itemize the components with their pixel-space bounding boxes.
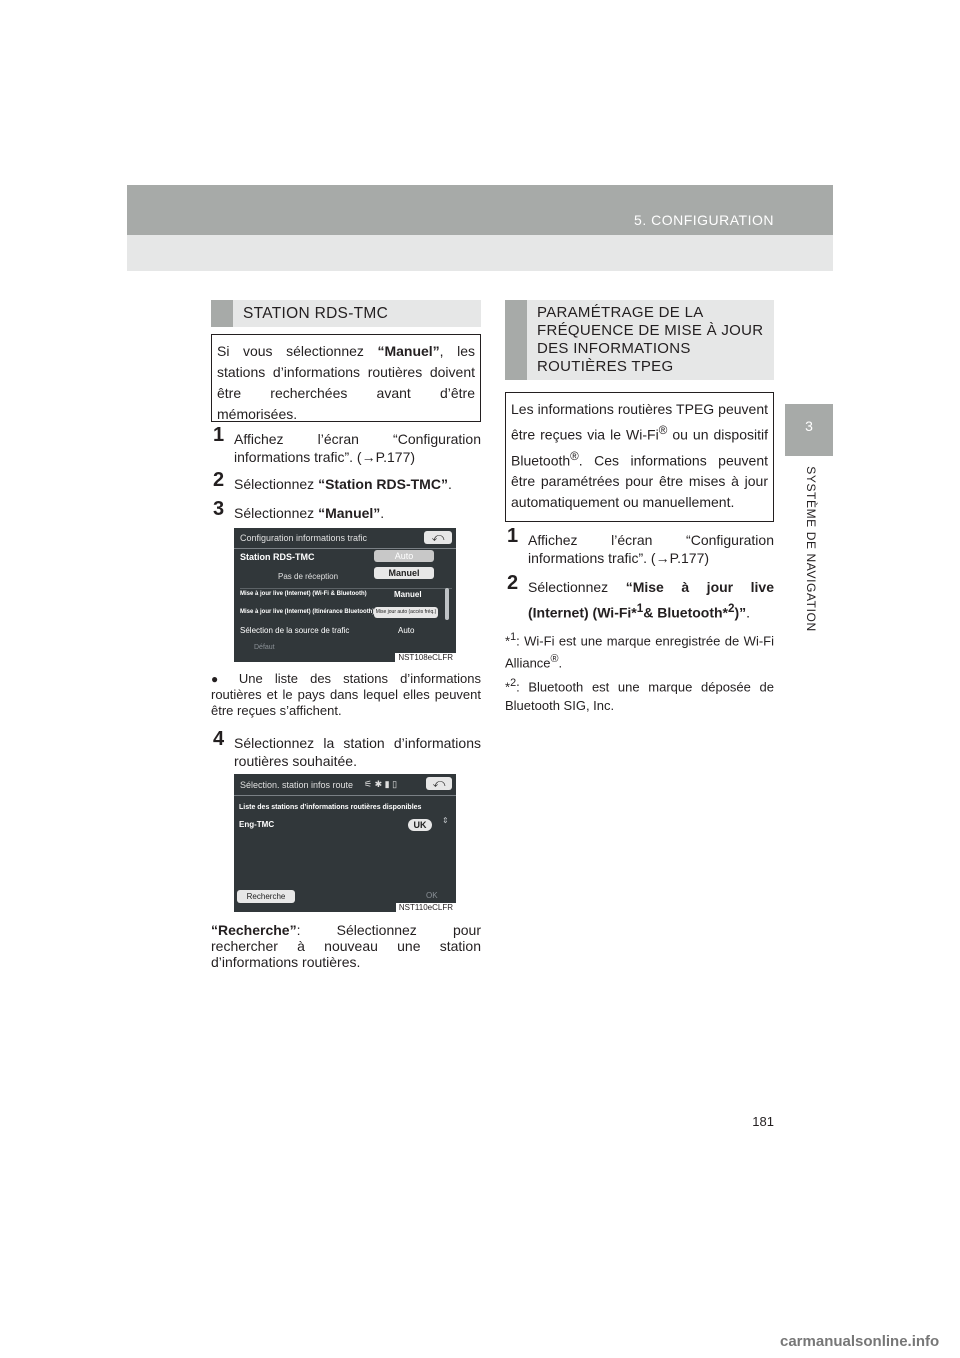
step-post: . bbox=[746, 604, 751, 621]
header-subband bbox=[127, 235, 833, 271]
step-post: . bbox=[380, 505, 385, 521]
screen-title: Sélection. station infos route bbox=[240, 780, 354, 790]
step-2-right bbox=[507, 572, 774, 622]
heading-line: DES INFORMATIONS bbox=[537, 340, 691, 357]
info-box-rds bbox=[211, 334, 481, 422]
station-item[interactable]: Eng-TMC bbox=[239, 820, 275, 829]
step-bold: “Manuel” bbox=[318, 505, 381, 521]
box-text: . Ces informations peuvent être paramétrées pour être mises à jour automatiquement ou manuellement. bbox=[511, 452, 768, 511]
section-title: 5. CONFIGURATION bbox=[634, 212, 774, 228]
info-box-tpeg bbox=[505, 392, 774, 522]
status-icons: ⚟ ✱ ▮ ▯ bbox=[364, 779, 398, 789]
row-label-reception: Pas de réception bbox=[278, 572, 339, 581]
step-4-left bbox=[213, 728, 481, 774]
heading-line: ROUTIÈRES TPEG bbox=[537, 358, 674, 375]
step-text: Sélectionnez la station d’informations routières souhaitée. bbox=[234, 735, 481, 769]
section-heading-rds bbox=[211, 300, 481, 327]
step-number: 3 bbox=[213, 498, 225, 520]
step-number: 2 bbox=[507, 572, 519, 594]
step-3-left bbox=[213, 498, 481, 524]
step-post: . bbox=[447, 476, 452, 492]
step-bold: “Mise à jour live (Internet) (Wi-Fi* bbox=[528, 579, 774, 621]
scroll-arrows[interactable]: ⇕ bbox=[442, 816, 449, 825]
box-text: Les informations routières TPEG peuvent être reçues via le Wi-Fi bbox=[511, 401, 768, 443]
note-reg: ® bbox=[550, 653, 559, 666]
back-icon[interactable]: ⤺ bbox=[426, 777, 452, 790]
page-number: 181 bbox=[752, 1114, 774, 1129]
step-number: 2 bbox=[213, 469, 225, 491]
step-1-left bbox=[213, 424, 481, 470]
step-number: 1 bbox=[507, 525, 519, 547]
section-heading-tpeg bbox=[505, 300, 774, 380]
step-sup: 2 bbox=[728, 602, 735, 615]
row-value-wifi[interactable]: Manuel bbox=[394, 590, 422, 599]
divider bbox=[234, 548, 456, 549]
step-pre: Sélectionnez bbox=[234, 505, 319, 521]
step-number: 4 bbox=[213, 728, 225, 750]
note-sup: 1 bbox=[510, 631, 517, 643]
heading-bar bbox=[505, 300, 527, 380]
heading-bar bbox=[211, 300, 233, 327]
heading-text bbox=[537, 304, 763, 376]
auto-button[interactable]: Auto bbox=[374, 550, 434, 562]
manuel-button[interactable]: Manuel bbox=[374, 567, 434, 579]
step-pre: Sélectionnez bbox=[234, 476, 319, 492]
step-text bbox=[234, 504, 481, 522]
step-text bbox=[528, 576, 774, 624]
footnote-1 bbox=[505, 628, 774, 673]
step-bold: )” bbox=[734, 604, 747, 621]
recherche-note bbox=[211, 922, 481, 970]
box-text: ou un dispositif Bluetooth bbox=[511, 426, 768, 469]
row-label-source: Sélection de la source de trafic bbox=[240, 626, 350, 635]
box-sup: ® bbox=[570, 449, 579, 463]
box-sup: ® bbox=[658, 424, 668, 437]
note-end: . bbox=[558, 655, 563, 671]
row-value-source[interactable]: Auto bbox=[398, 626, 415, 635]
recherche-label: “Recherche” bbox=[211, 922, 297, 938]
screen-title: Configuration informations trafic bbox=[240, 533, 368, 543]
heading-line: FRÉQUENCE DE MISE À JOUR bbox=[537, 322, 764, 339]
country-badge[interactable]: UK bbox=[408, 819, 432, 831]
note-mark: * bbox=[505, 633, 511, 649]
default-button[interactable]: Défaut bbox=[254, 644, 275, 651]
box-text: Si vous sélectionnez bbox=[217, 343, 378, 359]
note-sup: 2 bbox=[510, 677, 517, 689]
search-button[interactable]: Recherche bbox=[237, 890, 295, 903]
divider bbox=[234, 795, 456, 796]
step-text bbox=[234, 475, 481, 493]
bullet-text: Une liste des stations d’informations routières et le pays dans lequel elles peuvent être reçues s’affichent. bbox=[211, 671, 482, 718]
divider bbox=[240, 588, 452, 589]
row-label-station: Station RDS-TMC bbox=[240, 552, 315, 562]
note-text: : Bluetooth est une marque déposée de Bluetooth SIG, Inc. bbox=[505, 679, 774, 714]
step-sup: 1 bbox=[636, 602, 644, 615]
chapter-label bbox=[786, 466, 834, 640]
footnote-2 bbox=[505, 674, 774, 715]
step-bold: “Station RDS-TMC” bbox=[318, 476, 448, 492]
step-number: 1 bbox=[213, 424, 225, 446]
screenshot-traffic-config bbox=[234, 528, 456, 662]
step-2-left bbox=[213, 469, 481, 495]
note-text: : Wi-Fi est une marque enregistrée de Wi-Fi Alliance bbox=[505, 633, 774, 671]
step-text: Affichez l’écran “Configuration informations trafic”. (→P.177) bbox=[234, 431, 481, 465]
step-text: Affichez l’écran “Configuration informations trafic”. (→P.177) bbox=[528, 532, 774, 566]
scrollbar[interactable] bbox=[445, 588, 449, 620]
step-bold: & Bluetooth* bbox=[643, 604, 728, 621]
bullet-note bbox=[211, 671, 481, 719]
watermark: carmanualsonline.info bbox=[780, 1333, 940, 1350]
heading-line: PARAMÉTRAGE DE LA bbox=[537, 304, 704, 321]
box-text: , les stations d’informations routières doivent être recherchées avant d’être mémorisées. bbox=[217, 343, 475, 422]
recherche-text: : Sélectionnez pour rechercher à nouveau une station d’informations routières. bbox=[211, 922, 481, 970]
box-text-bold: “Manuel” bbox=[377, 343, 440, 359]
bullet-icon: ● bbox=[211, 672, 227, 686]
roaming-button[interactable]: Mise jour auto (accès fréq.) bbox=[374, 607, 438, 618]
note-mark: * bbox=[505, 679, 511, 695]
figure-code: NST108eCLFR bbox=[395, 653, 456, 662]
row-label-wifi: Mise à jour live (Internet) (Wi-Fi & Bluetooth) bbox=[240, 591, 367, 597]
heading-text: STATION RDS-TMC bbox=[243, 305, 389, 322]
row-label-roaming: Mise à jour live (Internet) (Itinérance Bluetooth) bbox=[240, 609, 375, 615]
figure-code: NST110eCLFR bbox=[396, 903, 456, 912]
ok-button[interactable]: OK bbox=[426, 891, 438, 900]
list-title: Liste des stations d’informations routières disponibles bbox=[239, 804, 422, 811]
back-icon[interactable]: ⤺ bbox=[424, 531, 452, 544]
chapter-tab: 3 bbox=[785, 404, 833, 456]
step-pre: Sélectionnez bbox=[528, 579, 626, 595]
chapter-label-text: SYSTÈME DE NAVIGATION bbox=[804, 466, 818, 632]
step-1-right bbox=[507, 525, 774, 571]
screenshot-station-select bbox=[234, 774, 456, 912]
